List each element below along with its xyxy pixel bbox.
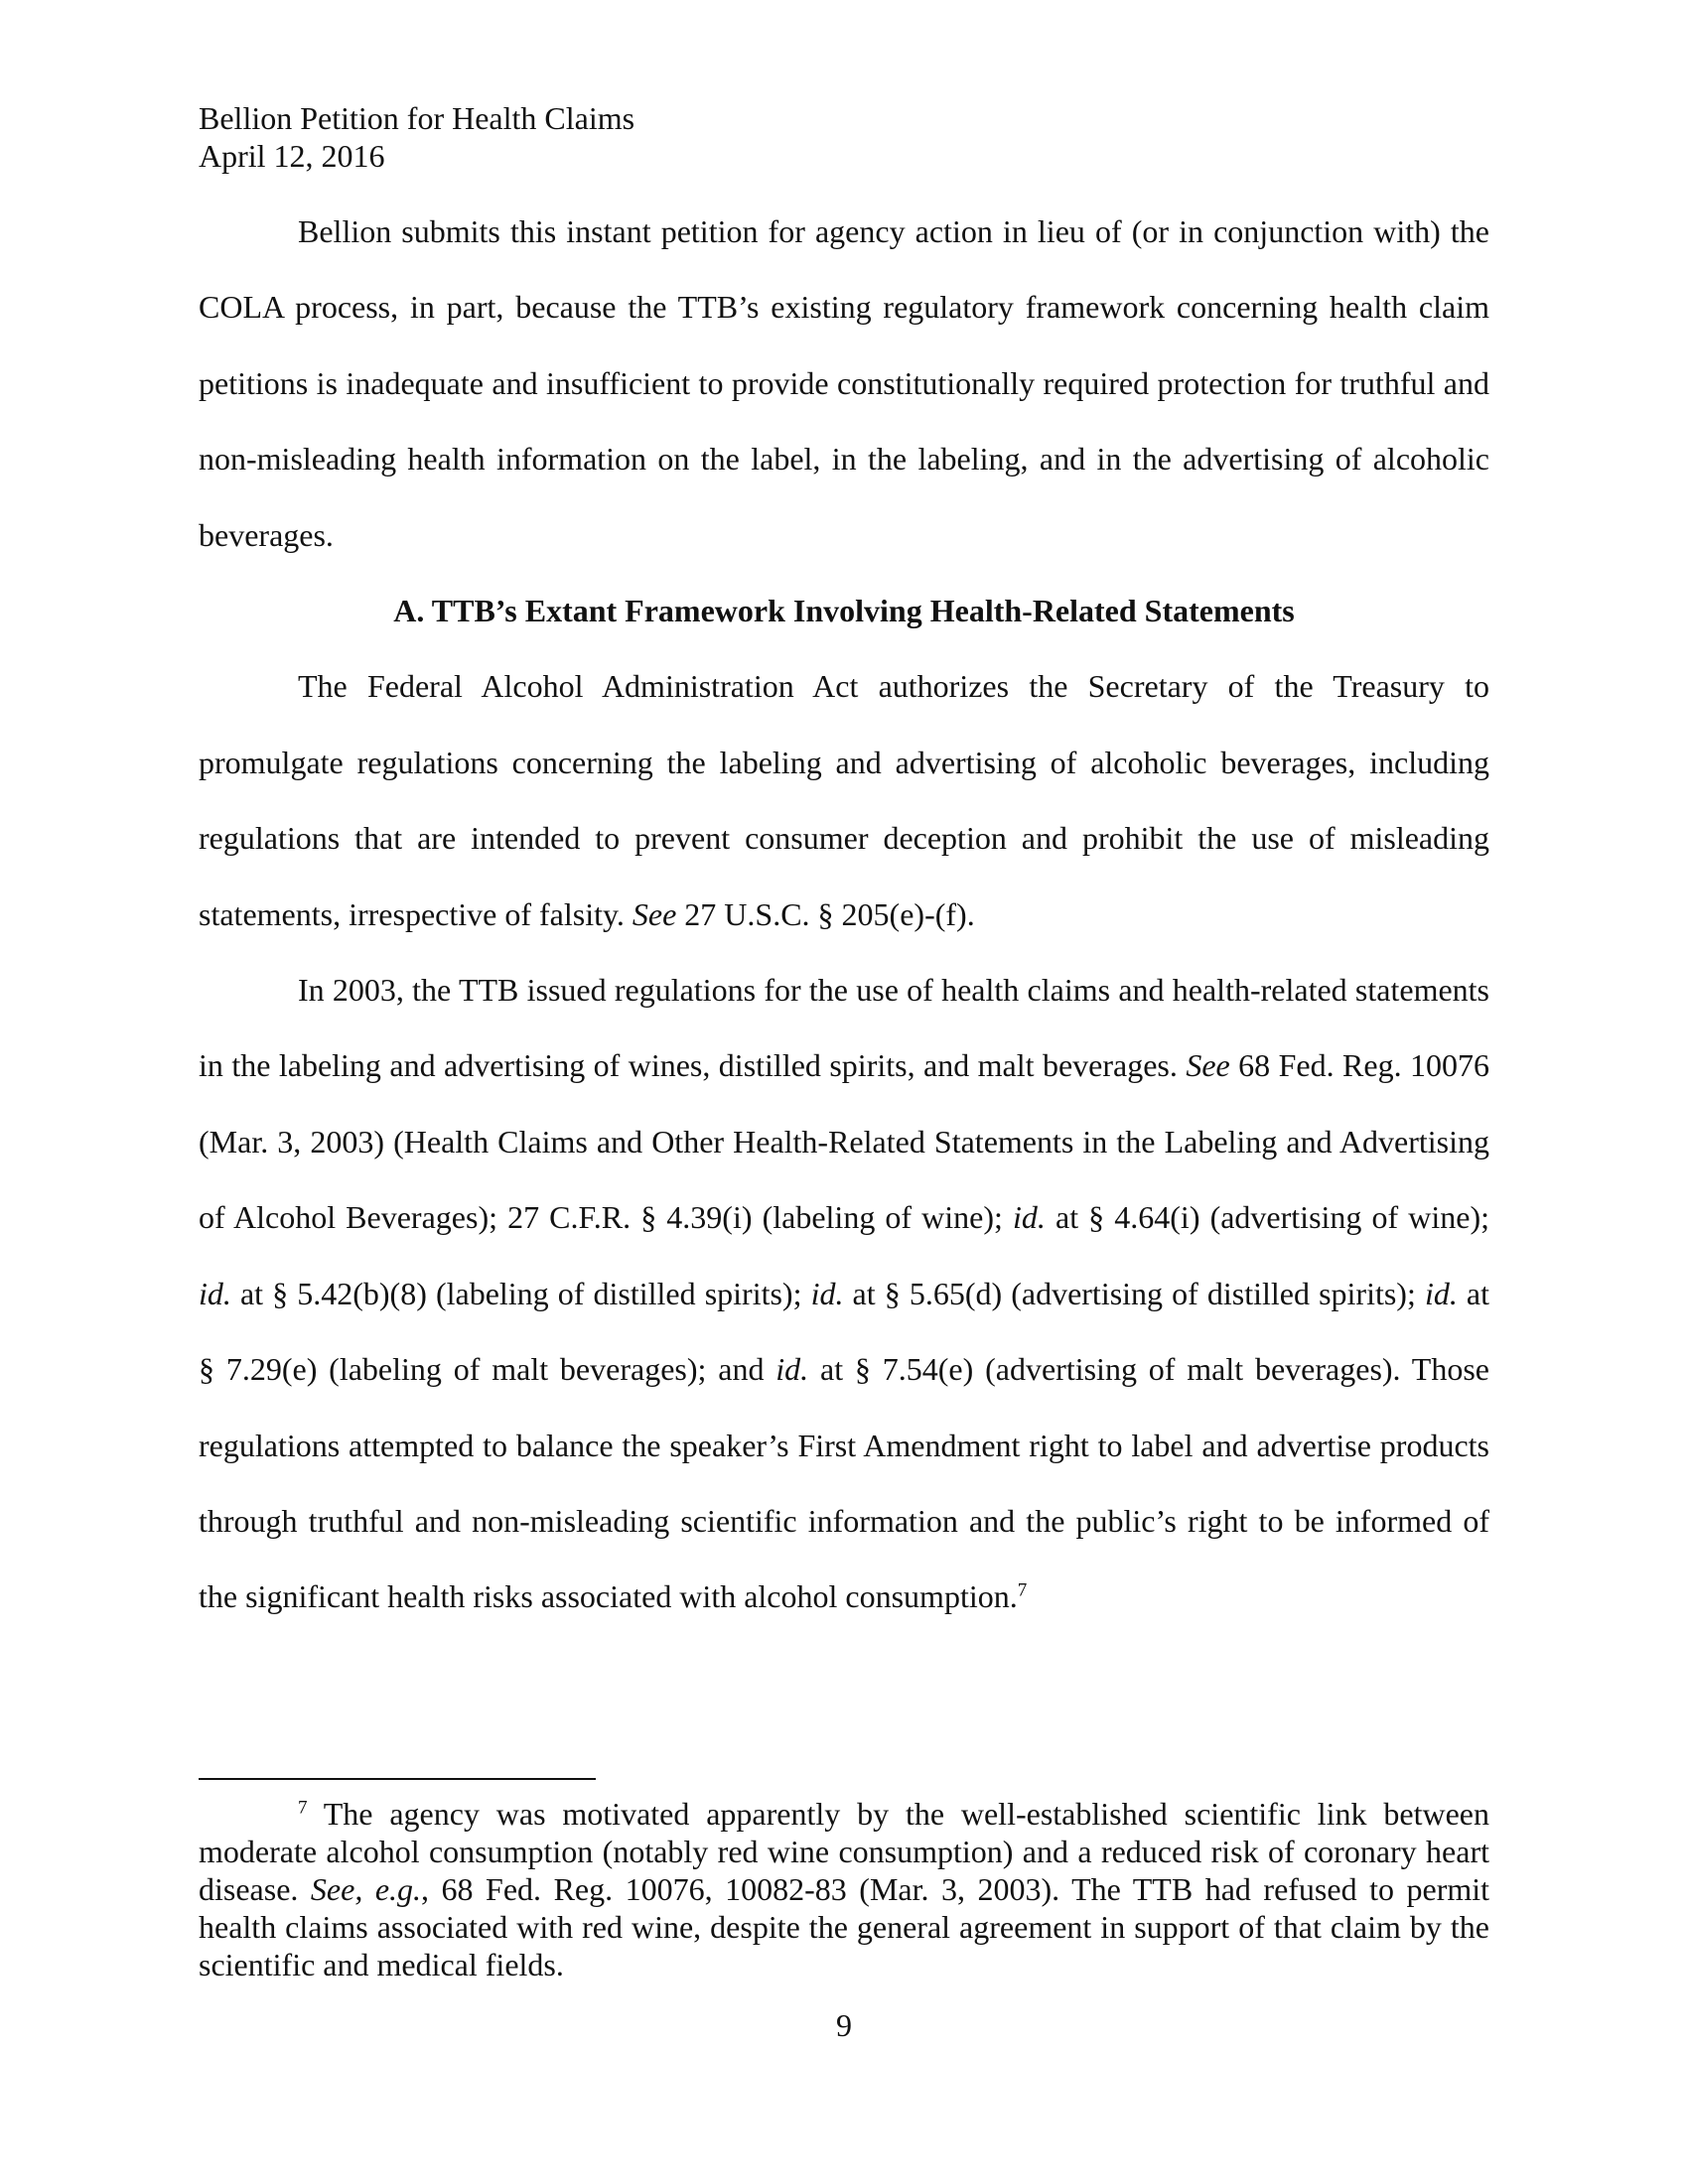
paragraph-3 [199, 952, 1489, 1635]
footnote-separator [199, 1778, 596, 1780]
paragraph-3-part-6: at § 7.29(e) (labeling of malt beverages); and [199, 1275, 1490, 1388]
id-signal: id. [775, 1351, 809, 1388]
body-text [199, 194, 1489, 1635]
id-signal: id. [1424, 1275, 1458, 1311]
footnote-part-1: The agency was motivated apparently by the well-established scientific link between moderate alcohol consumption (notably red wine consumption) and a reduced risk of coronary heart disease. [199, 1796, 1489, 1907]
running-header [199, 99, 634, 175]
page-number: 9 [836, 2007, 852, 2043]
paragraph-3-part-3: at § 4.64(i) (advertising of wine); [1045, 1199, 1489, 1236]
footnote-7 [199, 1795, 1489, 1983]
see-eg-signal: See, e.g. [310, 1871, 422, 1907]
header-date: April 12, 2016 [199, 138, 385, 174]
paragraph-3-part-5: at § 5.65(d) (advertising of distilled spirits); [843, 1275, 1425, 1311]
paragraph-2 [199, 648, 1489, 952]
paragraph-3-part-2: 68 Fed. Reg. 10076 (Mar. 3, 2003) (Health Claims and Other Health-Related Statements in the Labeling and Advertising of Alcohol Beverages); 27 C.F.R. § 4.39(i) (labeling of wine); [199, 1047, 1489, 1236]
footnote-reference[interactable]: 7 [1017, 1579, 1028, 1601]
see-signal: See [632, 895, 677, 932]
id-signal: id. [199, 1275, 231, 1311]
header-title: Bellion Petition for Health Claims [199, 100, 635, 136]
footnote-part-2: , 68 Fed. Reg. 10076, 10082-83 (Mar. 3, 2003). The TTB had refused to permit health claims associated with red wine, despite the general agreement in support of that claim by the scientific and medical fields. [199, 1871, 1490, 1982]
id-signal: id. [810, 1275, 844, 1311]
paragraph-3-part-4: at § 5.42(b)(8) (labeling of distilled spirits); [230, 1275, 811, 1311]
id-signal: id. [1013, 1199, 1046, 1236]
section-heading: A. TTB’s Extant Framework Involving Health-Related Statements [393, 593, 1295, 629]
paragraph-2-text: The Federal Alcohol Administration Act authorizes the Secretary of the Treasury to promulgate regulations concerning the labeling and advertising of alcoholic beverages, including regulations that are intended to prevent consumer deception and prohibit the use of misleading statements, irrespective of falsity. [199, 668, 1489, 932]
paragraph-1: Bellion submits this instant petition for agency action in lieu of (or in conjunction with) the COLA process, in part, because the TTB’s existing regulatory framework concerning health claim petitions is inadequate and insufficient to provide constitutionally required protection for truthful and non-misleading health information on the label, in the labeling, and in the advertising of alcoholic beverages. [199, 213, 1489, 553]
paragraph-3-part-7: at § 7.54(e) (advertising of malt beverages). Those regulations attempted to balance the speaker’s First Amendment right to label and advertise products through truthful and non-misleading scientific information and the public’s right to be informed of the significant health risks associated with alcohol consumption. [199, 1351, 1490, 1615]
footnote-marker: 7 [298, 1797, 308, 1819]
see-signal: See [1186, 1047, 1230, 1084]
paragraph-2-citation: 27 U.S.C. § 205(e)-(f). [676, 895, 975, 932]
paragraph-3-part-1: In 2003, the TTB issued regulations for the use of health claims and health-related statements in the labeling and advertising of wines, distilled spirits, and malt beverages. [199, 972, 1489, 1084]
